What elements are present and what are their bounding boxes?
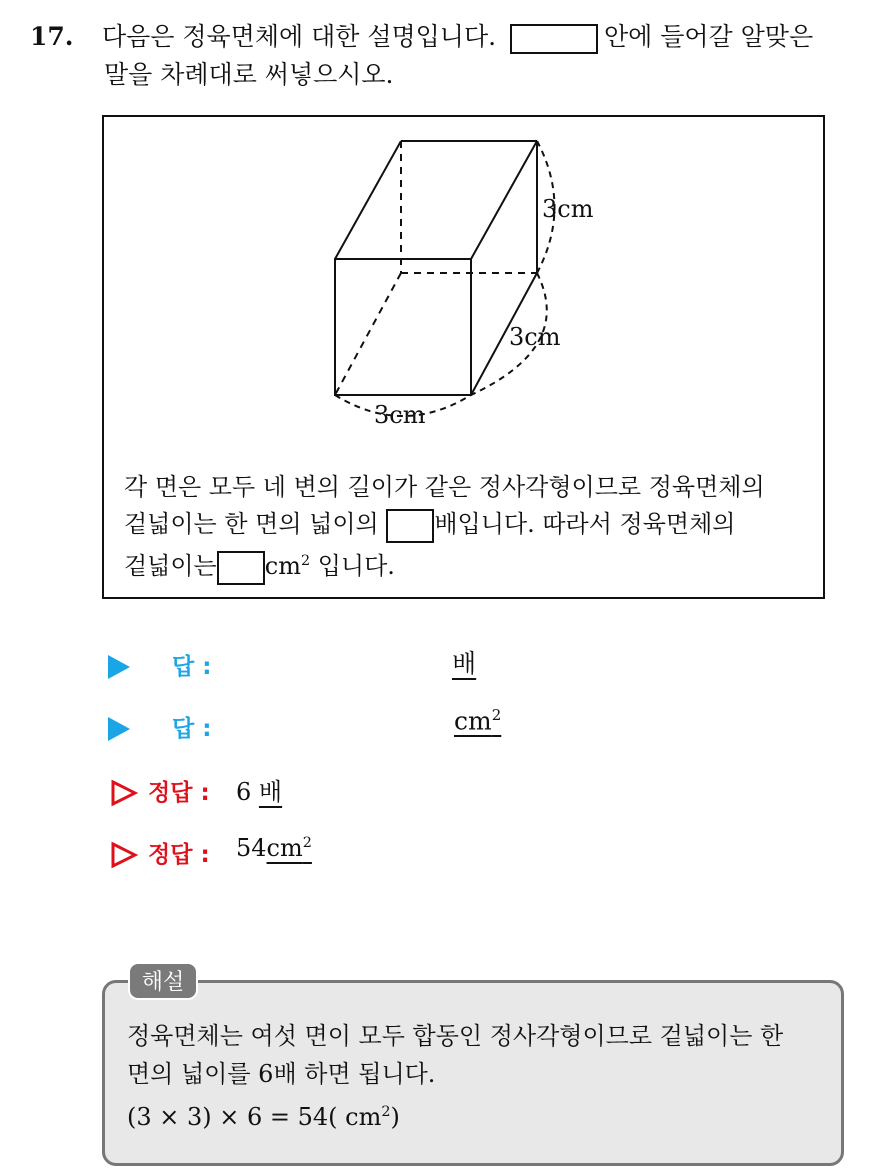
play-icon [108, 655, 130, 679]
problem-box [102, 115, 825, 599]
question-number: 17. [30, 22, 74, 51]
cube-hidden-edges [335, 141, 537, 395]
solution-line-1: 정육면체는 여섯 면이 모두 합동인 정사각형이므로 겉넓이는 한 [127, 1022, 784, 1050]
correct-label-1: 정답 : [148, 780, 210, 806]
blank-box-area[interactable] [217, 551, 265, 585]
outline-play-icon [110, 841, 138, 869]
play-icon [108, 717, 130, 741]
answer-label-1: 답 : [172, 654, 212, 680]
question-line-2: 말을 차례대로 써넣으시오. [104, 60, 394, 89]
solution-text [127, 1017, 783, 1136]
label-depth: 3cm [509, 323, 561, 351]
dimension-arcs [335, 141, 555, 416]
solution-line-2: 면의 넓이를 6배 하면 됩니다. [127, 1060, 436, 1088]
cube-figure [104, 117, 823, 467]
solution-line-3: (3 × 3) × 6 = 54( $cm^2$) [127, 1103, 400, 1131]
answer-unit-2: $cm^2$ [454, 706, 502, 736]
solution-tab: 해설 [128, 962, 198, 1000]
description-line-3: 겉넓이는 $cm^2$ 입니다. [124, 543, 765, 585]
question-text-a: 다음은 정육면체에 대한 설명입니다. [102, 22, 497, 51]
description [124, 469, 765, 585]
cube-solid-edges [335, 141, 537, 395]
answer-label-2: 답 : [172, 716, 212, 742]
correct-value-2: $54cm^2$ [236, 834, 312, 862]
question-line-1 [30, 18, 813, 56]
correct-label-2: 정답 : [148, 842, 210, 868]
description-line-1: 각 면은 모두 네 변의 길이가 같은 정사각형이므로 정육면체의 [124, 473, 765, 501]
solution-box [102, 980, 844, 1166]
blank-box-example [510, 24, 598, 54]
correct-value-1: 6 배 [236, 778, 283, 806]
label-height: 3cm [542, 195, 594, 223]
label-width: 3cm [374, 401, 426, 429]
description-line-2: 겉넓이는 한 면의 넓이의 배입니다. 따라서 정육면체의 [124, 506, 765, 543]
blank-box-times[interactable] [386, 509, 434, 543]
outline-play-icon [110, 779, 138, 807]
question-text-b: 안에 들어갈 알맞은 [604, 22, 814, 51]
answer-unit-1: 배 [452, 649, 477, 678]
